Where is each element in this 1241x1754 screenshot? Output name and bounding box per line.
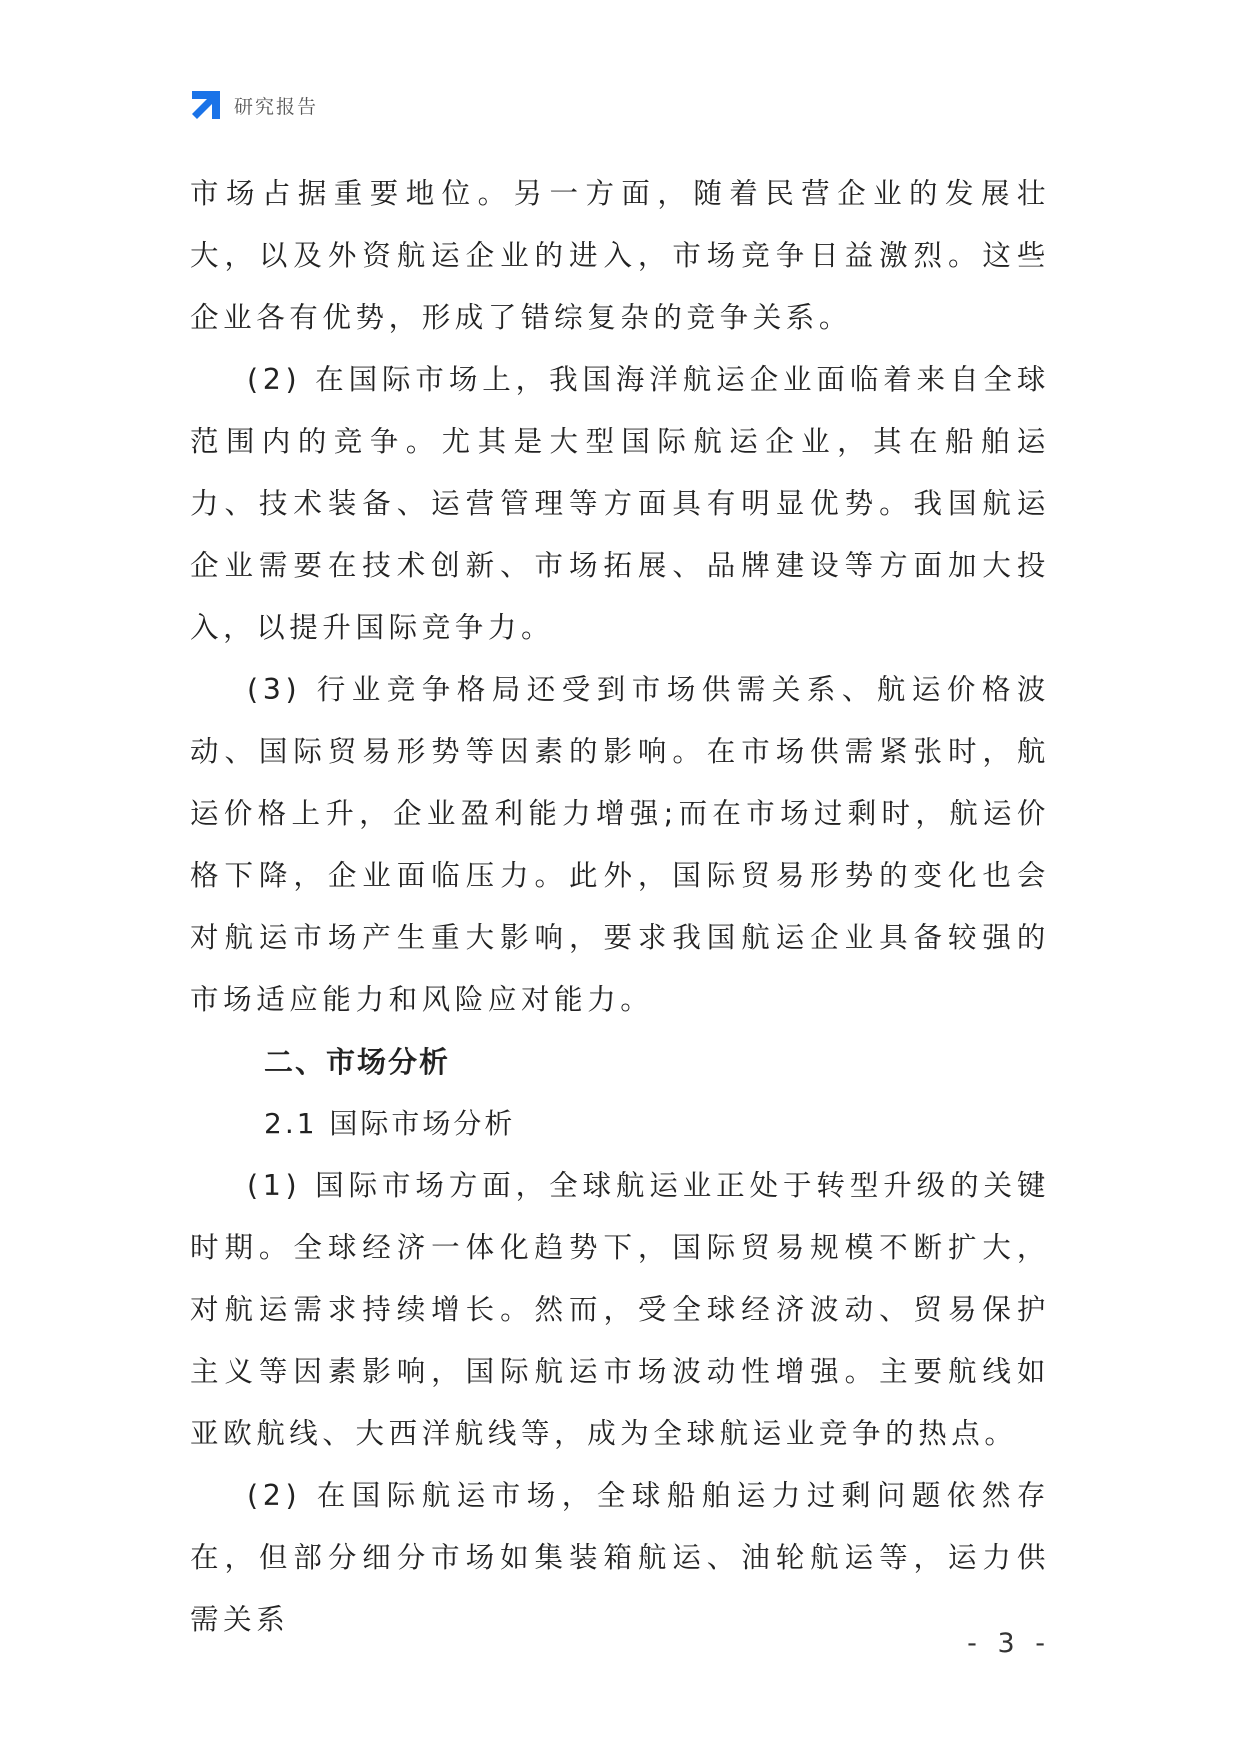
arrow-logo-icon: [190, 89, 222, 121]
page-header: [190, 88, 318, 122]
paragraph-competition-factors: (3) 行业竞争格局还受到市场供需关系、航运价格波动、国际贸易形势等因素的影响。在市场供需紧张时，航运价格上升，企业盈利能力增强;而在市场过剩时，航运价格下降，企业面临压力。此外，国际贸易形势的变化也会对航运市场产生重大影响，要求我国航运企业具备较强的市场适应能力和风险应对能力。: [190, 673, 1050, 1016]
paragraph-capacity: (2) 在国际航运市场，全球船舶运力过剩问题依然存在，但部分细分市场如集装箱航运、油轮航运等，运力供需关系: [190, 1479, 1050, 1636]
paragraph-continued: 市场占据重要地位。另一方面，随着民营企业的发展壮大，以及外资航运企业的进入，市场竞争日益激烈。这些企业各有优势，形成了错综复杂的竞争关系。: [190, 177, 1050, 334]
paragraph-intl-market: (1) 国际市场方面，全球航运业正处于转型升级的关键时期。全球经济一体化趋势下，国际贸易规模不断扩大，对航运需求持续增长。然而，受全球经济波动、贸易保护主义等因素影响，国际航运市场波动性增强。主要航线如亚欧航线、大西洋航线等，成为全球航运业竞争的热点。: [190, 1169, 1050, 1450]
section-heading: 二、市场分析: [264, 1045, 451, 1079]
header-title: 研究报告: [234, 95, 319, 118]
paragraph-intl-competition: (2) 在国际市场上，我国海洋航运企业面临着来自全球范围内的竞争。尤其是大型国际航运企业，其在船舶运力、技术装备、运营管理等方面具有明显优势。我国航运企业需要在技术创新、市场拓展、品牌建设等方面加大投入，以提升国际竞争力。: [190, 363, 1050, 644]
document-body: [190, 163, 1050, 1651]
page-number: - 3 -: [967, 1628, 1051, 1659]
subsection-heading: 2.1 国际市场分析: [264, 1107, 516, 1140]
